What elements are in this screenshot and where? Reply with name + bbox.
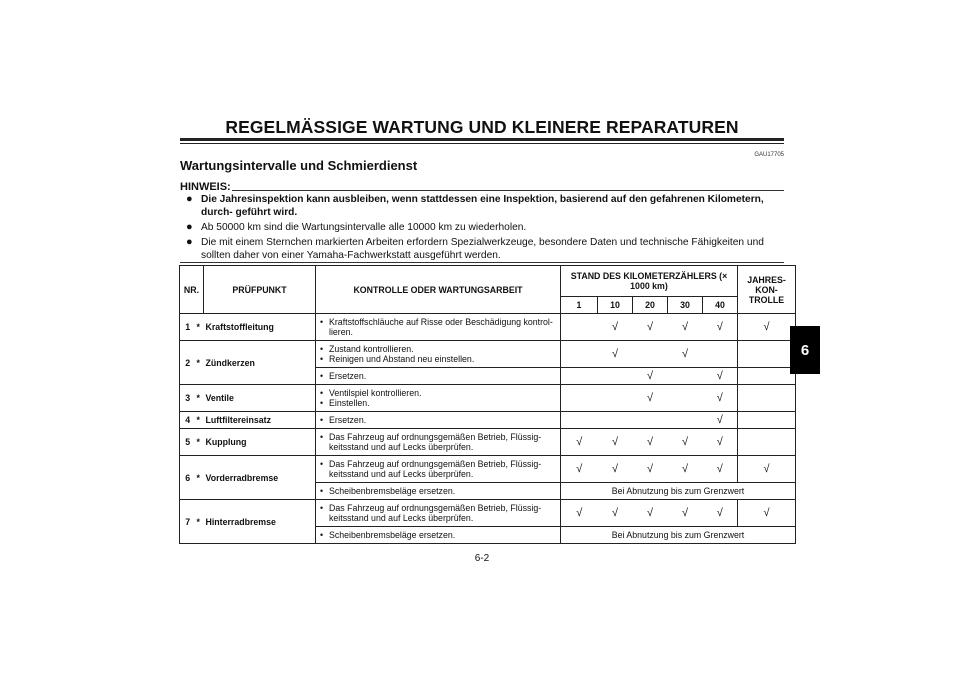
check-mark: √ (668, 500, 703, 527)
check-mark: √ (668, 429, 703, 456)
check-item: Hinterradbremse (204, 500, 316, 544)
work-line (320, 503, 557, 523)
note-item (186, 193, 786, 219)
work-text: Scheibenbremsbeläge ersetzen. (329, 530, 456, 540)
table-row (180, 429, 796, 456)
work-line (320, 388, 557, 398)
page-title: REGELMÄSSIGE WARTUNG UND KLEINERE REPARATUREN (225, 117, 739, 137)
page-number: 6-2 (474, 553, 490, 564)
check-cell (738, 412, 796, 429)
note-text: Die Jahresinspektion kann ausbleiben, wenn stattdessen eine Inspektion, basierend auf den gefahrenen Kilometern, durch- geführt wird. (201, 194, 764, 218)
work-line (320, 317, 557, 337)
work-text: Scheibenbremsbeläge ersetzen. (329, 486, 456, 496)
check-cell (668, 368, 703, 385)
header-annual: JAHRES- KON- TROLLE (738, 266, 796, 314)
work-text: Das Fahrzeug auf ordnungsgemäßen Betrieb, Flüssig- keitsstand und auf Lecks überprüfen. (329, 432, 542, 452)
check-mark: √ (633, 500, 668, 527)
asterisk-marker: * (196, 500, 204, 544)
note-list (186, 193, 786, 264)
work-line (320, 432, 557, 452)
maintenance-table (179, 265, 785, 544)
note-text: Die mit einem Sternchen markierten Arbeiten erfordern Spezialwerkzeuge, besondere Daten und technische Fähigkeiten und sollten daher von einer Yamaha-Fachwerkstatt ausgeführt werden. (201, 237, 764, 261)
section-title: Wartungsintervalle und Schmierdienst (180, 158, 418, 173)
check-mark: √ (598, 314, 633, 341)
check-cell (633, 412, 668, 429)
check-item: Ventile (204, 385, 316, 412)
header-odo-1: 1 (561, 297, 598, 314)
check-mark: √ (703, 456, 738, 483)
note-text: Ab 50000 km sind die Wartungsintervalle alle 10000 km zu wiederholen. (201, 222, 527, 233)
check-cell (703, 341, 738, 368)
work-text: Das Fahrzeug auf ordnungsgemäßen Betrieb, Flüssig- keitsstand und auf Lecks überprüfen. (329, 503, 542, 523)
work-line (320, 354, 557, 364)
work-text: Kraftstoffschläuche auf Risse oder Beschädigung kontrol- lieren. (329, 317, 553, 337)
check-cell (738, 341, 796, 368)
table-row (180, 314, 796, 341)
check-item: Luftfiltereinsatz (204, 412, 316, 429)
doc-code: GAU17705 (754, 152, 784, 158)
work-description (316, 483, 561, 500)
work-description (316, 500, 561, 527)
bullet-icon: • (320, 354, 324, 364)
note-rule (232, 190, 784, 191)
work-text: Ersetzen. (329, 371, 367, 381)
work-text: Ersetzen. (329, 415, 367, 425)
check-mark: √ (598, 341, 633, 368)
header-odo-40: 40 (703, 297, 738, 314)
work-description (316, 412, 561, 429)
work-line (320, 415, 557, 425)
work-description (316, 341, 561, 368)
bullet-icon: ● (186, 221, 193, 233)
header-nr: NR. (180, 266, 204, 314)
header-odometer: STAND DES KILOMETERZÄHLERS (× 1000 km) (561, 266, 738, 297)
header-work: KONTROLLE ODER WARTUNGSARBEIT (316, 266, 561, 314)
asterisk-marker: * (196, 385, 204, 412)
check-mark: √ (561, 456, 598, 483)
check-cell (561, 385, 598, 412)
check-item: Vorderradbremse (204, 456, 316, 500)
chapter-tab: 6 (790, 326, 820, 374)
check-cell (561, 412, 598, 429)
work-description (316, 429, 561, 456)
asterisk-marker: * (196, 314, 204, 341)
row-number: 1 (180, 314, 196, 341)
table-row (180, 341, 796, 368)
work-text: Ventilspiel kontrollieren. (329, 388, 422, 398)
row-number: 4 (180, 412, 196, 429)
check-mark: √ (561, 429, 598, 456)
check-cell (633, 341, 668, 368)
bullet-icon: • (320, 530, 324, 540)
check-mark: √ (633, 456, 668, 483)
check-mark: √ (738, 314, 796, 341)
check-mark: √ (598, 500, 633, 527)
check-cell (561, 341, 598, 368)
title-rule (180, 138, 784, 141)
bullet-icon: • (320, 486, 324, 496)
check-cell (598, 385, 633, 412)
table-row (180, 456, 796, 483)
bullet-icon: ● (186, 236, 193, 248)
work-line (320, 459, 557, 479)
check-cell (738, 429, 796, 456)
check-mark: √ (703, 429, 738, 456)
asterisk-marker: * (196, 456, 204, 500)
bullet-icon: • (320, 344, 324, 354)
check-cell (738, 368, 796, 385)
asterisk-marker: * (196, 341, 204, 385)
check-mark: √ (633, 385, 668, 412)
check-mark: √ (738, 456, 796, 483)
bullet-icon: • (320, 388, 324, 398)
bullet-icon: • (320, 432, 324, 442)
note-item (186, 221, 786, 234)
row-number: 2 (180, 341, 196, 385)
check-cell (598, 412, 633, 429)
asterisk-marker: * (196, 429, 204, 456)
check-item: Kupplung (204, 429, 316, 456)
check-cell (668, 385, 703, 412)
bullet-icon: ● (186, 193, 193, 205)
check-mark: √ (703, 368, 738, 385)
check-mark: √ (703, 385, 738, 412)
work-text: Einstellen. (329, 398, 370, 408)
check-cell (561, 314, 598, 341)
check-mark: √ (633, 368, 668, 385)
work-text: Reinigen und Abstand neu einstellen. (329, 354, 475, 364)
work-text: Zustand kontrollieren. (329, 344, 414, 354)
work-description (316, 385, 561, 412)
work-line (320, 344, 557, 354)
header-odo-30: 30 (668, 297, 703, 314)
check-mark: √ (738, 500, 796, 527)
title-rule-thin (180, 143, 784, 144)
row-number: 7 (180, 500, 196, 544)
bullet-icon: • (320, 398, 324, 408)
work-description (316, 314, 561, 341)
check-mark: √ (703, 500, 738, 527)
bullet-icon: • (320, 503, 324, 513)
work-description (316, 527, 561, 544)
check-mark: √ (633, 314, 668, 341)
work-description (316, 368, 561, 385)
note-label: HINWEIS: (180, 181, 231, 193)
check-mark: √ (668, 314, 703, 341)
check-mark: √ (598, 456, 633, 483)
note-item (186, 236, 786, 262)
work-line (320, 530, 557, 540)
check-cell (668, 412, 703, 429)
interval-note: Bei Abnutzung bis zum Grenzwert (561, 527, 796, 544)
note-end-rule (180, 262, 784, 263)
table-row (180, 385, 796, 412)
check-mark: √ (668, 341, 703, 368)
check-item: Kraftstoffleitung (204, 314, 316, 341)
interval-note: Bei Abnutzung bis zum Grenzwert (561, 483, 796, 500)
check-mark: √ (561, 500, 598, 527)
check-cell (561, 368, 598, 385)
row-number: 3 (180, 385, 196, 412)
check-cell (738, 385, 796, 412)
bullet-icon: • (320, 415, 324, 425)
header-odo-10: 10 (598, 297, 633, 314)
work-description (316, 456, 561, 483)
check-mark: √ (633, 429, 668, 456)
bullet-icon: • (320, 371, 324, 381)
check-item: Zündkerzen (204, 341, 316, 385)
bullet-icon: • (320, 317, 324, 327)
check-mark: √ (703, 314, 738, 341)
work-line (320, 398, 557, 408)
work-line (320, 371, 557, 381)
check-mark: √ (703, 412, 738, 429)
bullet-icon: • (320, 459, 324, 469)
work-line (320, 486, 557, 496)
check-mark: √ (668, 456, 703, 483)
check-cell (598, 368, 633, 385)
table-row (180, 500, 796, 527)
header-odo-20: 20 (633, 297, 668, 314)
table-row (180, 412, 796, 429)
asterisk-marker: * (196, 412, 204, 429)
row-number: 5 (180, 429, 196, 456)
row-number: 6 (180, 456, 196, 500)
header-item: PRÜFPUNKT (204, 266, 316, 314)
work-text: Das Fahrzeug auf ordnungsgemäßen Betrieb, Flüssig- keitsstand und auf Lecks überprüfen. (329, 459, 542, 479)
check-mark: √ (598, 429, 633, 456)
